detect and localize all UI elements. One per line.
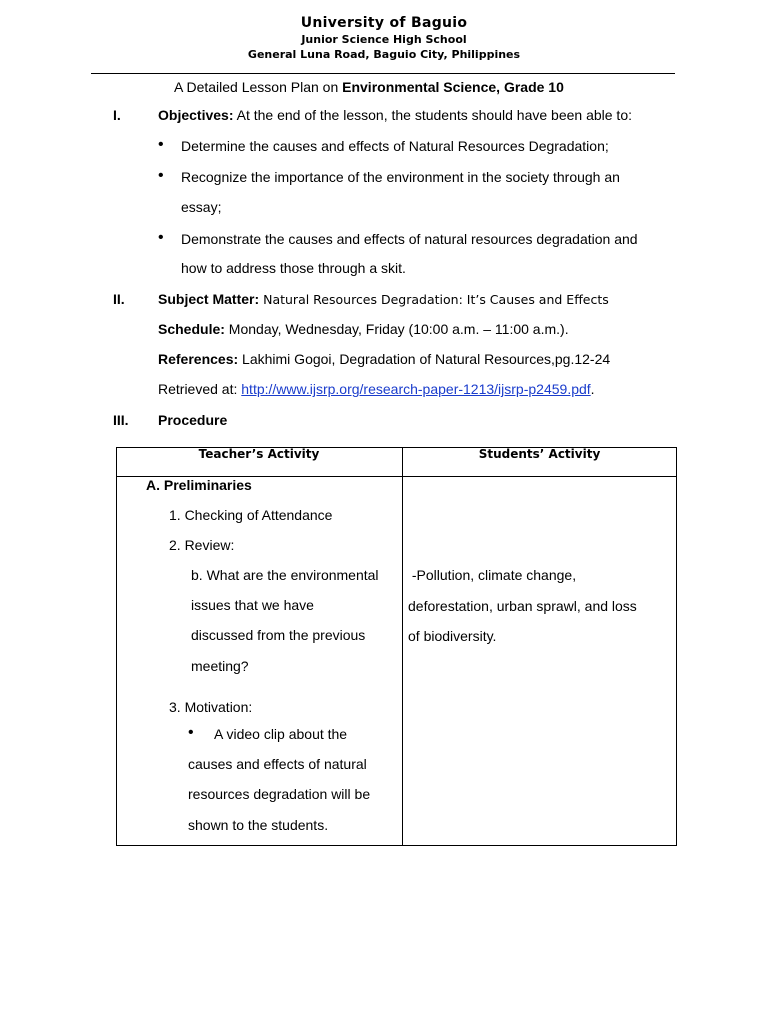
lesson-plan-title xyxy=(174,78,564,96)
retrieved-line xyxy=(158,380,595,398)
objectives-intro: At the end of the lesson, the students should have been able to: xyxy=(233,107,632,123)
motivation-text: A video clip about the xyxy=(214,726,348,742)
teacher-activity-header: Teacher’s Activity xyxy=(198,447,320,461)
review-question: discussed from the previous xyxy=(191,627,366,643)
title-subject: Environmental Science, Grade 10 xyxy=(342,79,564,95)
procedure-heading: Procedure xyxy=(158,412,228,428)
motivation-item: 3. Motivation: xyxy=(169,699,253,715)
university-name: University of Baguio xyxy=(300,15,468,31)
review-question: issues that we have xyxy=(191,597,314,613)
references-value: Lakhimi Gogoi, Degradation of Natural Resources,pg.12-24 xyxy=(238,351,611,367)
objective-item: Demonstrate the causes and effects of natural resources degradation and xyxy=(181,231,638,247)
review-question: meeting? xyxy=(191,658,249,674)
student-answer: of biodiversity. xyxy=(408,628,497,644)
table-column-divider xyxy=(402,447,403,846)
review-item: 2. Review: xyxy=(169,537,235,553)
reference-url-link[interactable]: http://www.ijsrp.org/research-paper-1213/ijsrp-p2459.pdf xyxy=(241,381,591,397)
schedule-value: Monday, Wednesday, Friday (10:00 a.m. – 11:00 a.m.). xyxy=(224,321,569,337)
review-question: b. What are the environmental xyxy=(191,567,379,583)
title-prefix: A Detailed Lesson Plan on xyxy=(174,79,343,95)
objective-item: Determine the causes and effects of Natural Resources Degradation; xyxy=(181,138,609,154)
section-numeral-procedure: III. xyxy=(113,412,129,428)
bullet-icon: • xyxy=(158,167,164,184)
motivation-text: resources degradation will be xyxy=(188,786,371,802)
objective-item-continued: how to address those through a skit. xyxy=(181,260,406,276)
school-name: Junior Science High School xyxy=(301,33,467,46)
section-numeral-objectives: I. xyxy=(113,107,121,123)
section-numeral-subject: II. xyxy=(113,291,125,307)
student-answer: deforestation, urban sprawl, and loss xyxy=(408,598,637,614)
school-address: General Luna Road, Baguio City, Philippines xyxy=(247,48,521,61)
objectives-heading xyxy=(158,106,632,124)
schedule-line xyxy=(158,320,569,338)
student-answer: -Pollution, climate change, xyxy=(408,567,577,583)
references-line xyxy=(158,350,610,368)
bullet-icon: • xyxy=(188,724,194,741)
retrieved-label: Retrieved at: xyxy=(158,381,242,397)
motivation-text: shown to the students. xyxy=(188,817,329,833)
references-label: References: xyxy=(158,351,239,367)
objective-item-continued: essay; xyxy=(181,199,222,215)
subject-matter-value: Natural Resources Degradation: It’s Causes and Effects xyxy=(259,292,609,307)
students-activity-header: Students’ Activity xyxy=(478,447,601,461)
schedule-label: Schedule: xyxy=(158,321,225,337)
objectives-label: Objectives: xyxy=(158,107,234,123)
objective-item: Recognize the importance of the environment in the society through an xyxy=(181,169,620,185)
bullet-icon: • xyxy=(158,229,164,246)
subject-matter-line xyxy=(158,290,609,309)
bullet-icon: • xyxy=(158,136,164,153)
header-divider xyxy=(91,73,675,74)
subject-matter-label: Subject Matter: xyxy=(158,291,260,307)
motivation-text: causes and effects of natural xyxy=(188,756,367,772)
attendance-item: 1. Checking of Attendance xyxy=(169,507,333,523)
retrieved-end: . xyxy=(590,381,595,397)
preliminaries-heading: A. Preliminaries xyxy=(146,477,252,493)
